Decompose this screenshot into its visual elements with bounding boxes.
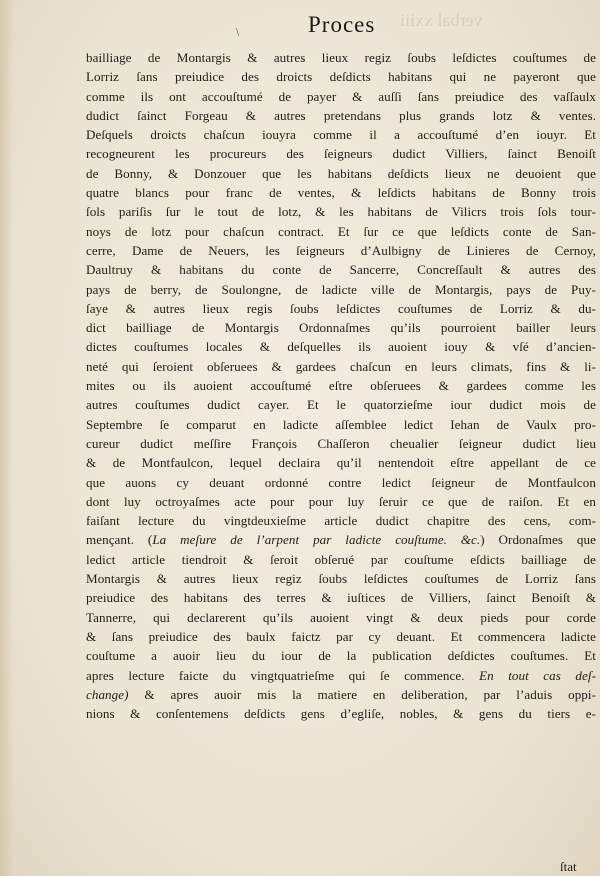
text-line bbox=[86, 357, 596, 376]
text-line bbox=[86, 183, 596, 202]
text-line bbox=[86, 473, 596, 492]
line-text: dudict ſainct Forgeau & autres pretendans plus grands lotz & ventes. bbox=[86, 107, 596, 123]
text-line bbox=[86, 511, 596, 530]
text-line bbox=[86, 106, 596, 125]
text-line bbox=[86, 588, 596, 607]
text-line bbox=[86, 685, 596, 704]
text-line bbox=[86, 48, 596, 67]
line-text: bailliage de Montargis & autres lieux regiz ſoubs leſdictes couſtumes de bbox=[86, 50, 596, 65]
text-line bbox=[86, 260, 596, 279]
running-title: Proces bbox=[308, 12, 376, 37]
line-text: que auons cy deuant ordonné contre ledict ſeigneur de Montfaulcon bbox=[86, 474, 596, 490]
line-text: mites ou ils auoient accouſtumé eſtre obſeruees & gardees comme les bbox=[86, 378, 596, 394]
text-line bbox=[86, 280, 596, 299]
line-text: Tannerre, qui declarerent qu’ils auoient vingt & deux pieds pour corde bbox=[86, 609, 596, 625]
text-line bbox=[86, 453, 596, 472]
text-line bbox=[86, 337, 596, 356]
header-mark: \ bbox=[236, 28, 240, 38]
text-line bbox=[86, 530, 596, 549]
line-text: Montargis & autres lieux regiz ſoubs leſdictes couſtumes de Lorriz ſans bbox=[86, 571, 596, 587]
line-text: cerre, Dame de Neuers, les ſeigneurs d’Aulbigny de Linieres de Cernoy, bbox=[86, 242, 596, 258]
text-line bbox=[86, 415, 596, 434]
line-text: ſaye & autres lieux regis ſoubs leſdictes couſtumes de Lorriz & du- bbox=[86, 300, 596, 316]
line-text-italic: En tout cas deſ- bbox=[479, 667, 596, 683]
line-text: quatre blancs pour franc de ventes, & leſdicts habitans de Bonny trois bbox=[86, 185, 596, 201]
page-gutter-shadow bbox=[0, 0, 14, 876]
line-text: Daultruy & habitans du conte de Sancerre, Concreſſault & autres des bbox=[86, 262, 596, 278]
line-text: couſtume a auoir lieu du iour de la publication deſdictes couſtumes. Et bbox=[86, 648, 596, 664]
body-text bbox=[86, 48, 596, 723]
line-text-post: & apres auoir mis la matiere en deliberation, par l’aduis oppi- bbox=[128, 686, 596, 702]
text-line bbox=[86, 704, 596, 723]
line-text: dict bailliage de Montargis Ordonnaſmes qu’ils pourroient bailler leurs bbox=[86, 320, 596, 336]
line-text: Septembre ſe comparut en ladicte aſſemblee ledict Iehan de Vaulx pro- bbox=[86, 416, 596, 432]
catchword: ſtat bbox=[560, 859, 577, 874]
line-text: noys de lotz pour chaſcun contract. Et ſur ce que leſdicts conte de San- bbox=[86, 223, 596, 239]
line-text-pre: mençant. ( bbox=[86, 532, 153, 548]
line-text: faiſant lecture du vingtdeuxieſme article dudict chapitre des cens, com- bbox=[86, 513, 596, 529]
line-text: ledict article tiendroit & ſeroit obſerué par couſtume eſdicts bailliage de bbox=[86, 551, 596, 567]
line-text: & ſans preiudice des baulx faictz par cy deuant. Et commencera ladicte bbox=[86, 628, 596, 644]
page-header bbox=[0, 6, 600, 46]
line-text-italic: La meſure de l’arpent par ladicte couſtume. &c. bbox=[152, 532, 481, 548]
text-line bbox=[86, 87, 596, 106]
text-line bbox=[86, 492, 596, 511]
text-line bbox=[86, 222, 596, 241]
line-text-italic: change) bbox=[86, 686, 129, 702]
text-line bbox=[86, 318, 596, 337]
line-text: neté qui ſeroient obſeruees & gardees chaſcun en leurs climats, fins & li- bbox=[86, 358, 596, 374]
text-line bbox=[86, 395, 596, 414]
line-text: preiudice des habitans des terres & iuſtices de Villiers, ſainct Benoiſt & bbox=[86, 590, 596, 606]
line-text-pre: apres lecture faicte du vingtquatrieſme qui ſe commence. bbox=[86, 667, 480, 683]
text-line bbox=[86, 241, 596, 260]
line-text-post: ) Ordonaſmes que bbox=[480, 532, 596, 548]
text-line bbox=[86, 67, 596, 86]
line-text: de Bonny, & Donzouer que les habitans deſdicts lieux ne deuoient que bbox=[86, 165, 596, 181]
line-text: & de Montfaulcon, lequel declaira qu’il nentendoit eſtre appellant de ce bbox=[86, 455, 596, 471]
text-line bbox=[86, 376, 596, 395]
line-text: pays de berry, de Soulongne, de ladicte ville de Montargis, pays de Puy- bbox=[86, 281, 596, 297]
text-line bbox=[86, 164, 596, 183]
text-line bbox=[86, 646, 596, 665]
line-text: dont luy octroyaſmes acte pour pour luy ſeruir ce que de raiſon. Et en bbox=[86, 493, 596, 509]
line-text: Deſquels droicts chaſcun iouyra comme il a accouſtumé d’en iouyr. Et bbox=[86, 127, 596, 143]
text-line bbox=[86, 202, 596, 221]
text-line bbox=[86, 434, 596, 453]
text-line bbox=[86, 125, 596, 144]
line-text: dictes couſtumes locales & deſquelles ils auoient iouy & vſé d’ancien- bbox=[86, 339, 596, 355]
text-line bbox=[86, 608, 596, 627]
line-text: nions & conſentemens deſdicts gens d’egliſe, nobles, & gens du tiers e- bbox=[86, 706, 596, 722]
text-line bbox=[86, 627, 596, 646]
line-text: recogneurent les procureurs des ſeigneurs dudict Villiers, ſainct Benoiſt bbox=[86, 146, 596, 162]
text-line bbox=[86, 299, 596, 318]
text-line bbox=[86, 144, 596, 163]
show-through-text: verbal xxiii bbox=[400, 10, 483, 30]
text-line bbox=[86, 550, 596, 569]
line-text: ſols pariſis ſur le tout de lotz, & les habitans de Vilicrs trois ſols tour- bbox=[86, 204, 596, 220]
text-line bbox=[86, 666, 596, 685]
text-line bbox=[86, 569, 596, 588]
line-text: Lorriz ſans preiudice des droicts deſdicts habitans qui ne payeront que bbox=[86, 69, 596, 85]
line-text: cureur dudict meſſire François Chaſſeron cheualier ſeigneur dudict lieu bbox=[86, 435, 596, 451]
line-text: autres couſtumes dudict cayer. Et le quatorzieſme iour dudict mois de bbox=[86, 397, 596, 413]
line-text: comme ils ont accouſtumé de payer & auſſi ſans preiudice des vaſſaulx bbox=[86, 88, 596, 104]
